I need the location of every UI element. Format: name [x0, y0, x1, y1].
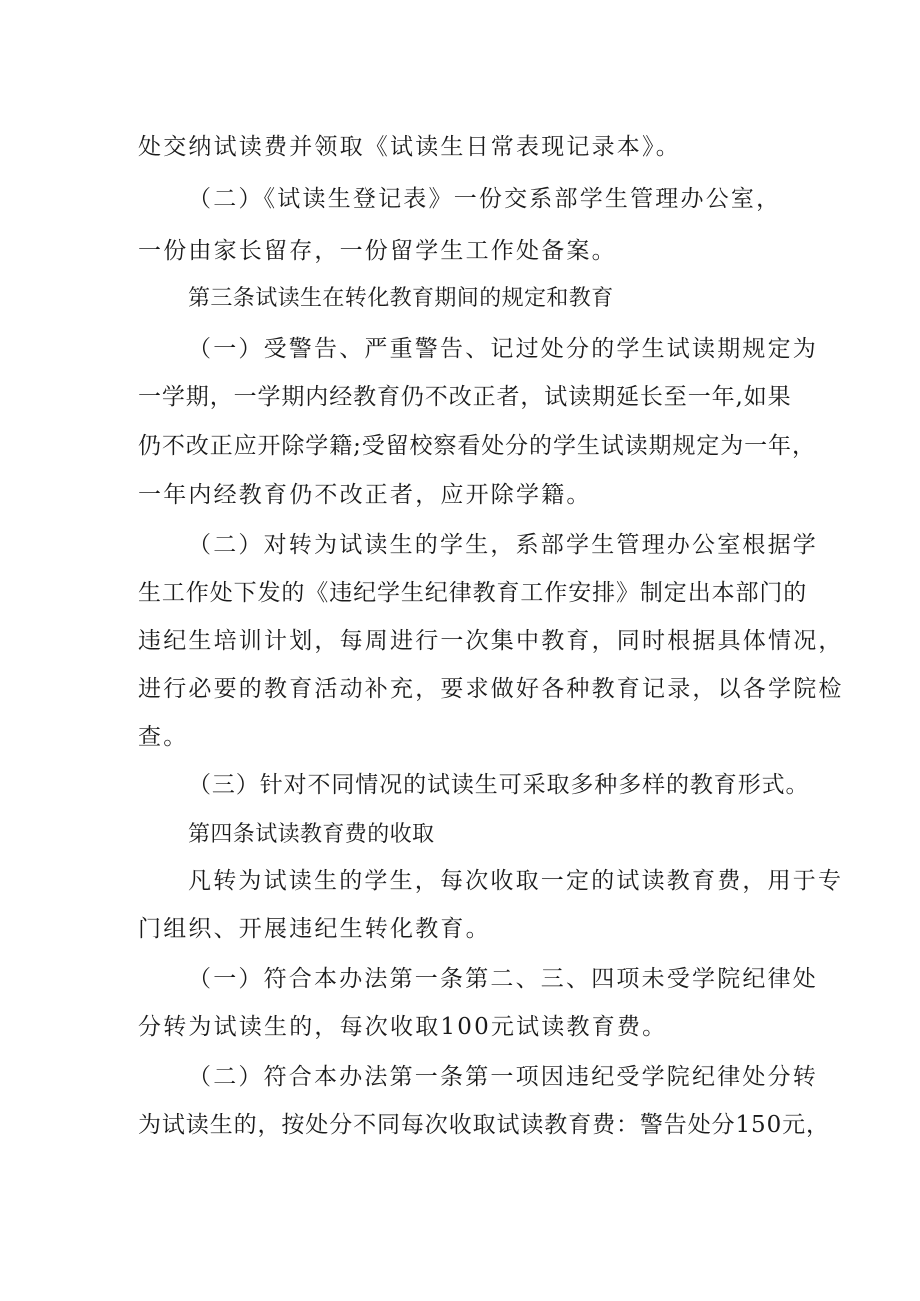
text-line-10: 生工作处下发的《违纪学生纪律教育工作安排》制定出本部门的 [138, 580, 808, 606]
text-line-2: （二）《试读生登记表》一份交系部学生管理办公室， [188, 186, 782, 212]
section-heading-3: 第三条试读生在转化教育期间的规定和教育 [188, 286, 614, 311]
text-line-9: （二）对转为试读生的学生，系部学生管理办公室根据学 [188, 532, 818, 558]
text-line-8: 一年内经教育仍不改正者，应开除学籍。 [138, 482, 592, 508]
section-heading-4: 第四条试读教育费的收取 [188, 822, 435, 847]
text-line-21: 为试读生的，按处分不同每次收取试读教育费：警告处分150元， [138, 1112, 830, 1138]
text-line-19: 分转为试读生的，每次收取100元试读教育费。 [138, 1014, 668, 1040]
text-line-11: 违纪生培训计划，每周进行一次集中教育，同时根据具体情况， [138, 628, 844, 654]
text-line-7: 仍不改正应开除学籍;受留校察看处分的学生试读期规定为一年， [138, 433, 816, 459]
text-line-5: （一）受警告、严重警告、记过处分的学生试读期规定为 [188, 336, 818, 362]
text-line-17: 门组织、开展违纪生转化教育。 [138, 916, 491, 942]
text-line-3: 一份由家长留存，一份留学生工作处备案。 [138, 238, 617, 264]
text-line-6: 一学期，一学期内经教育仍不改正者，试读期延长至一年,如果 [138, 384, 792, 410]
text-line-16: 凡转为试读生的学生，每次收取一定的试读教育费，用于专 [188, 868, 844, 894]
text-line-20: （二）符合本办法第一条第一项因违纪受学院纪律处分转 [188, 1064, 818, 1090]
text-line-14: （三）针对不同情况的试读生可采取多种多样的教育形式。 [188, 772, 810, 798]
text-line-13: 查。 [138, 724, 189, 750]
text-line-18: （一）符合本办法第一条第二、三、四项未受学院纪律处 [188, 966, 818, 992]
text-line-12: 进行必要的教育活动补充，要求做好各种教育记录，以各学院检 [138, 676, 844, 702]
text-line-1: 处交纳试读费并领取《试读生日常表现记录本》。 [138, 134, 681, 160]
